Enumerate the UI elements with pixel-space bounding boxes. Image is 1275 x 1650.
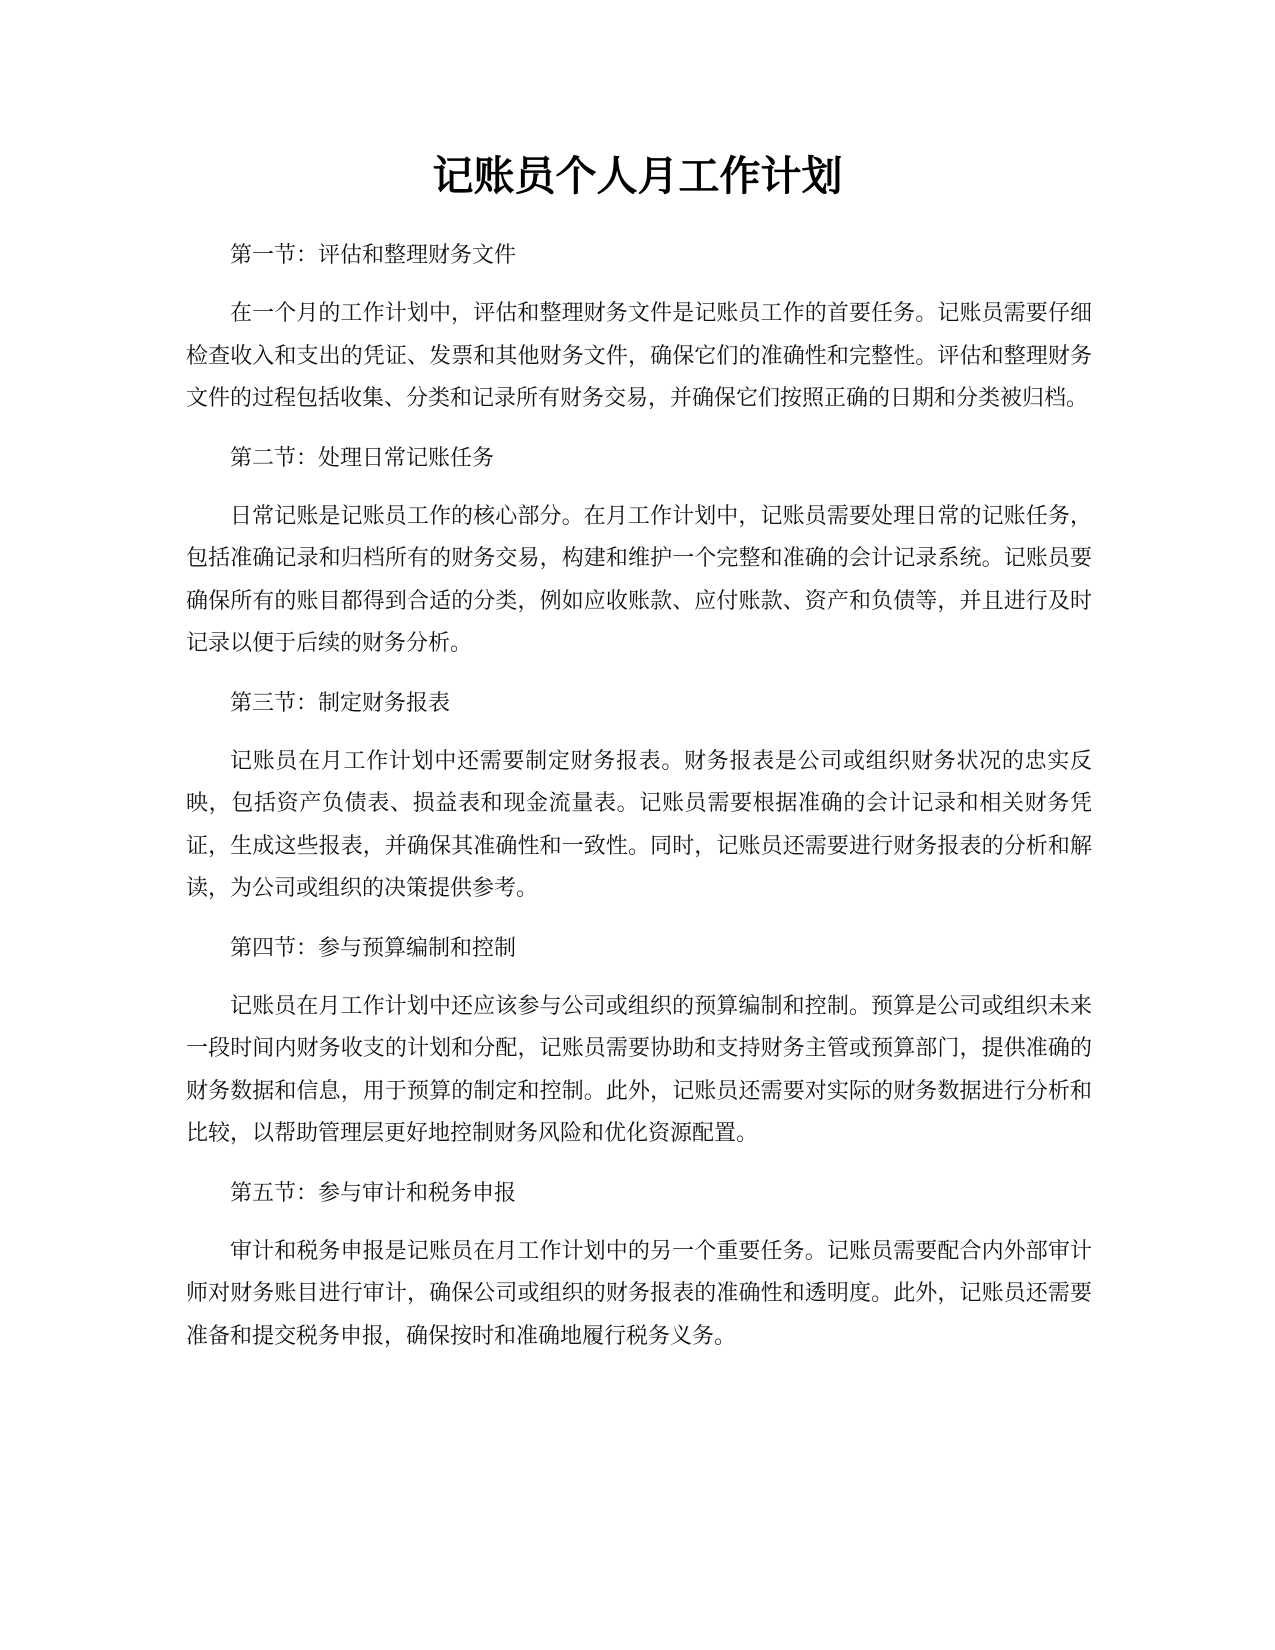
section-2-paragraph: 日常记账是记账员工作的核心部分。在月工作计划中，记账员需要处理日常的记账任务，包括准确记录和归档所有的财务交易，构建和维护一个完整和准确的会计记录系统。记账员要确保所有的账目都得到合适的分类，例如应收账款、应付账款、资产和负债等，并且进行及时记录以便于后续的财务分析。 (186, 503, 1092, 656)
section-5-heading: 第五节：参与审计和税务申报 (230, 1180, 517, 1206)
section-3-heading: 第三节：制定财务报表 (230, 690, 451, 716)
section-2-heading: 第二节：处理日常记账任务 (230, 445, 495, 471)
document-body (186, 240, 1092, 1358)
document-title: 记账员个人月工作计划 (432, 152, 843, 200)
section-4-heading: 第四节：参与预算编制和控制 (230, 935, 517, 961)
section-1-heading: 第一节：评估和整理财务文件 (230, 243, 517, 268)
section-3-paragraph: 记账员在月工作计划中还需要制定财务报表。财务报表是公司或组织财务状况的忠实反映，包括资产负债表、损益表和现金流量表。记账员需要根据准确的会计记录和相关财务凭证，生成这些报表，并确保其准确性和一致性。同时，记账员还需要进行财务报表的分析和解读，为公司或组织的决策提供参考。 (186, 748, 1092, 901)
section-5-paragraph: 审计和税务申报是记账员在月工作计划中的另一个重要任务。记账员需要配合内外部审计师对财务账目进行审计，确保公司或组织的财务报表的准确性和透明度。此外，记账员还需要准备和提交税务申报，确保按时和准确地履行税务义务。 (186, 1238, 1092, 1349)
section-4-paragraph: 记账员在月工作计划中还应该参与公司或组织的预算编制和控制。预算是公司或组织未来一段时间内财务收支的计划和分配，记账员需要协助和支持财务主管或预算部门，提供准确的财务数据和信息，用于预算的制定和控制。此外，记账员还需要对实际的财务数据进行分析和比较，以帮助管理层更好地控制财务风险和优化资源配置。 (186, 993, 1092, 1146)
section-1-paragraph: 在一个月的工作计划中，评估和整理财务文件是记账员工作的首要任务。记账员需要仔细检查收入和支出的凭证、发票和其他财务文件，确保它们的准确性和完整性。评估和整理财务文件的过程包括收集、分类和记录所有财务交易，并确保它们按照正确的日期和分类被归档。 (186, 301, 1092, 411)
